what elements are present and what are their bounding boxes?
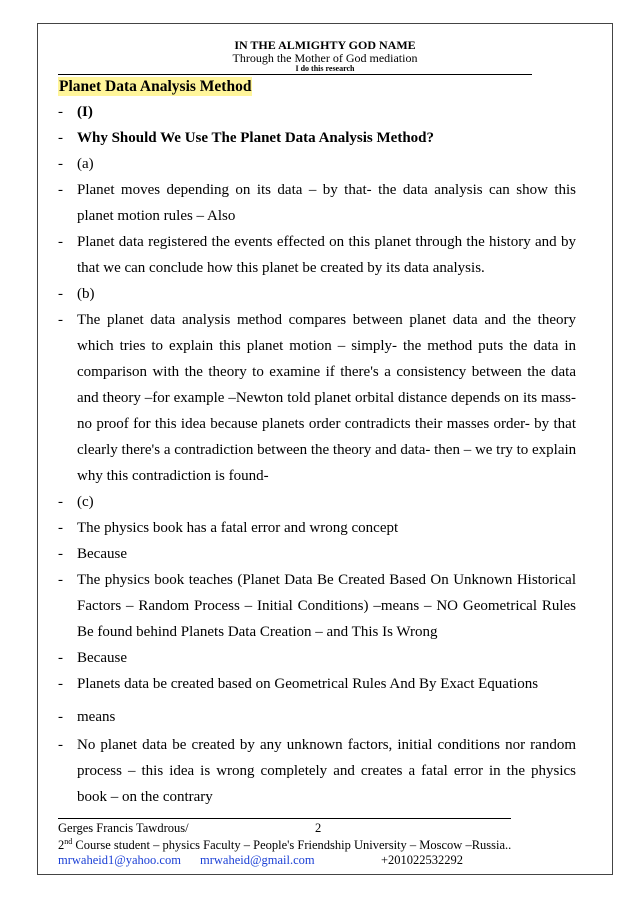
paragraph-line: means — [77, 709, 116, 725]
paragraph-line: no proof for this idea because planets order contradicts their masses order- by that — [77, 416, 576, 432]
bullet-dash: - — [58, 676, 63, 692]
header-line-2: Through the Mother of God mediation — [232, 51, 418, 65]
header-line-3: I do this research — [295, 64, 355, 73]
course-number: 2 — [58, 838, 65, 853]
question-heading: Why Should We Use The Planet Data Analysis Method? — [77, 130, 435, 146]
paragraph-line: process – this idea is wrong completely and creates a fatal error in the physics — [77, 763, 576, 779]
course-text: Course student – physics Faculty – People's Friendship University – Moscow –Russia.. — [72, 838, 512, 853]
subsection-label: (c) — [77, 494, 94, 510]
bullet-dash: - — [58, 104, 63, 120]
paragraph-line: No planet data be created by any unknown factors, initial conditions nor random — [77, 737, 576, 753]
paragraph-line: and theory –for example –Newton told planet orbital distance depends on its mass- — [77, 390, 576, 406]
page-number: 2 — [315, 821, 322, 835]
bullet-dash: - — [58, 737, 63, 753]
paragraph-line: Planet moves depending on its data – by that- the data analysis can show this — [77, 182, 576, 198]
bullet-dash: - — [58, 572, 63, 588]
bullet-dash: - — [58, 234, 63, 250]
bullet-dash: - — [58, 182, 63, 198]
subsection-label: (b) — [77, 286, 95, 302]
paragraph-line: why this contradiction is found- — [77, 468, 269, 484]
bullet-dash: - — [58, 709, 63, 725]
paragraph-line: Because — [77, 650, 127, 666]
bullet-dash: - — [58, 650, 63, 666]
phone-number: +201022532292 — [381, 853, 464, 867]
paragraph-line: which tries to explain this planet motion – simply- the method puts the data in — [77, 338, 576, 354]
paragraph-line: book – on the contrary — [77, 789, 213, 805]
email-link-1[interactable]: mrwaheid1@yahoo.com — [58, 853, 181, 867]
paragraph-line: Be found behind Planets Data Creation – and This Is Wrong — [77, 624, 438, 640]
email-link-2[interactable]: mrwaheid@gmail.com — [200, 853, 315, 867]
header-line-1: IN THE ALMIGHTY GOD NAME — [234, 38, 416, 52]
bullet-dash: - — [58, 156, 63, 172]
footer-divider — [58, 818, 511, 819]
subsection-label: (a) — [77, 156, 94, 172]
paragraph-line: The physics book teaches (Planet Data Be Created Based On Unknown Historical — [77, 572, 576, 588]
footer-author: Gerges Francis Tawdrous/ — [58, 821, 189, 835]
paragraph-line: that we can conclude how this planet be created by its data analysis. — [77, 260, 485, 276]
paragraph-line: planet motion rules – Also — [77, 208, 236, 224]
footer-course — [58, 837, 511, 853]
paragraph-line: clearly there's a contradiction between the theory and data- then – we try to explain — [77, 442, 577, 458]
paragraph-line: The physics book has a fatal error and wrong concept — [77, 520, 399, 536]
bullet-dash: - — [58, 494, 63, 510]
paragraph-line: comparison with the theory to examine if there's a consistency between the data — [77, 364, 576, 380]
header-divider — [58, 74, 532, 75]
paragraph-line: Planet data registered the events effected on this planet through the history and by — [77, 234, 576, 250]
course-suffix: nd — [64, 837, 73, 846]
bullet-dash: - — [58, 520, 63, 536]
bullet-dash: - — [58, 312, 63, 328]
bullet-dash: - — [58, 286, 63, 302]
paragraph-line: Factors – Random Process – Initial Conditions) –means – NO Geometrical Rules — [77, 598, 576, 614]
paragraph-line: The planet data analysis method compares between planet data and the theory — [77, 312, 576, 328]
section-heading: (I) — [77, 104, 93, 120]
paragraph-line: Because — [77, 546, 127, 562]
paragraph-line: Planets data be created based on Geometrical Rules And By Exact Equations — [77, 676, 539, 692]
bullet-dash: - — [58, 130, 63, 146]
document-title: Planet Data Analysis Method — [59, 78, 252, 95]
bullet-dash: - — [58, 546, 63, 562]
